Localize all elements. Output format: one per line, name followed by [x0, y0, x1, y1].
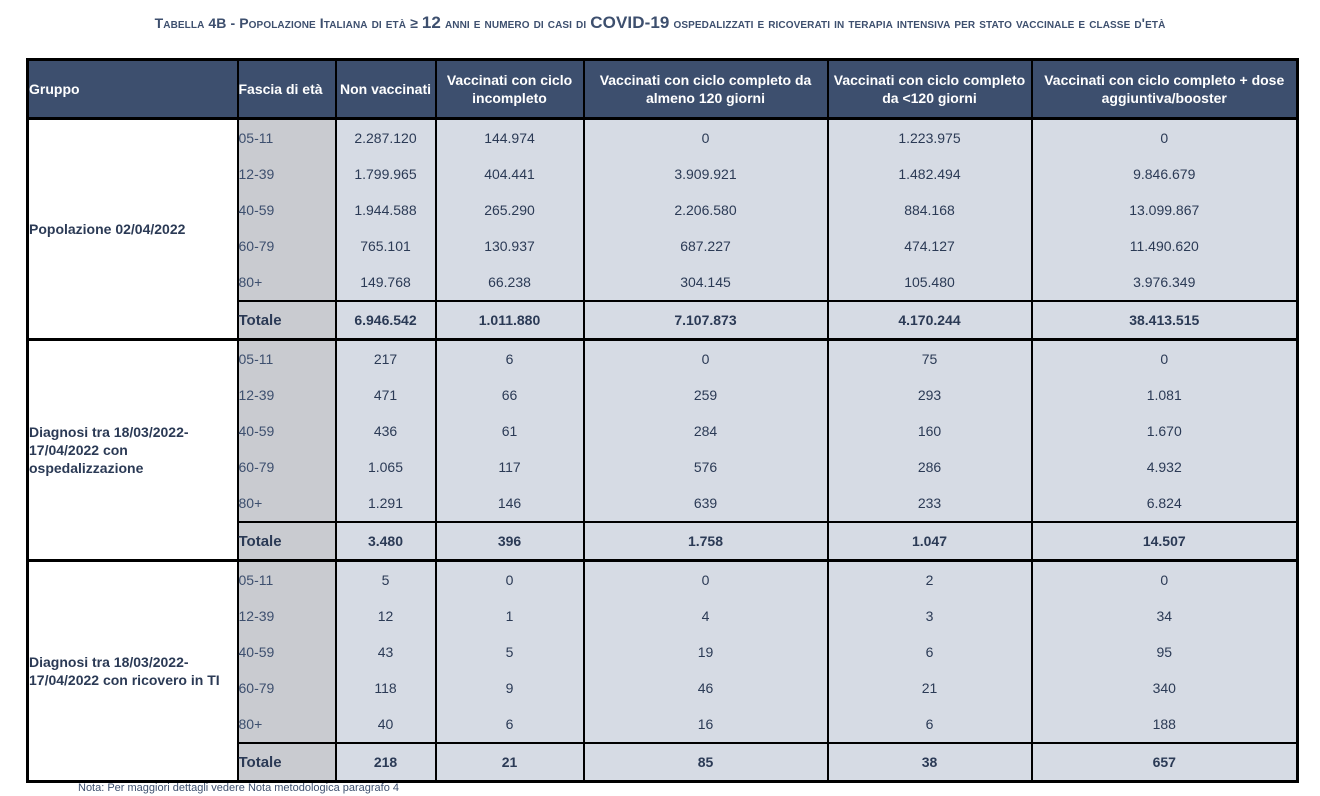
value-cell: 1.482.494: [828, 156, 1032, 192]
table-body: [28, 119, 1298, 782]
total-label: Totale: [238, 301, 336, 340]
table-row: [28, 340, 1298, 378]
age-range-cell: 40-59: [238, 413, 336, 449]
value-cell: 12: [336, 598, 436, 634]
total-value-cell: 6.946.542: [336, 301, 436, 340]
value-cell: 233: [828, 485, 1032, 522]
value-cell: 61: [436, 413, 584, 449]
value-cell: 6: [828, 706, 1032, 743]
header-completo-lt120: Vaccinati con ciclo completo da <120 giorni: [828, 60, 1032, 119]
value-cell: 66.238: [436, 264, 584, 301]
header-row: [28, 60, 1298, 119]
value-cell: 6.824: [1032, 485, 1298, 522]
value-cell: 146: [436, 485, 584, 522]
value-cell: 1: [436, 598, 584, 634]
age-range-cell: 60-79: [238, 670, 336, 706]
age-range-cell: 40-59: [238, 634, 336, 670]
value-cell: 639: [584, 485, 828, 522]
value-cell: 34: [1032, 598, 1298, 634]
data-table: [26, 58, 1299, 783]
value-cell: 6: [436, 706, 584, 743]
table-row: [28, 119, 1298, 157]
value-cell: 0: [436, 561, 584, 599]
value-cell: 149.768: [336, 264, 436, 301]
total-value-cell: 21: [436, 743, 584, 782]
age-range-cell: 60-79: [238, 449, 336, 485]
value-cell: 0: [1032, 561, 1298, 599]
value-cell: 1.670: [1032, 413, 1298, 449]
value-cell: 304.145: [584, 264, 828, 301]
age-range-cell: 40-59: [238, 192, 336, 228]
value-cell: 21: [828, 670, 1032, 706]
total-value-cell: 396: [436, 522, 584, 561]
value-cell: 259: [584, 377, 828, 413]
value-cell: 471: [336, 377, 436, 413]
value-cell: 9: [436, 670, 584, 706]
group-label: Popolazione 02/04/2022: [28, 119, 238, 340]
value-cell: 160: [828, 413, 1032, 449]
total-value-cell: 7.107.873: [584, 301, 828, 340]
header-booster: Vaccinati con ciclo completo + dose aggiuntiva/booster: [1032, 60, 1298, 119]
total-value-cell: 1.011.880: [436, 301, 584, 340]
header-non-vaccinati: Non vaccinati: [336, 60, 436, 119]
total-value-cell: 218: [336, 743, 436, 782]
value-cell: 130.937: [436, 228, 584, 264]
age-range-cell: 80+: [238, 485, 336, 522]
value-cell: 404.441: [436, 156, 584, 192]
value-cell: 19: [584, 634, 828, 670]
value-cell: 118: [336, 670, 436, 706]
value-cell: 188: [1032, 706, 1298, 743]
total-value-cell: 1.047: [828, 522, 1032, 561]
header-ciclo-incompleto: Vaccinati con ciclo incompleto: [436, 60, 584, 119]
age-range-cell: 05-11: [238, 119, 336, 157]
age-range-cell: 12-39: [238, 156, 336, 192]
total-value-cell: 3.480: [336, 522, 436, 561]
age-range-cell: 80+: [238, 264, 336, 301]
value-cell: 16: [584, 706, 828, 743]
value-cell: 286: [828, 449, 1032, 485]
value-cell: 576: [584, 449, 828, 485]
value-cell: 3: [828, 598, 1032, 634]
total-value-cell: 14.507: [1032, 522, 1298, 561]
value-cell: 1.291: [336, 485, 436, 522]
value-cell: 1.223.975: [828, 119, 1032, 157]
value-cell: 1.081: [1032, 377, 1298, 413]
value-cell: 40: [336, 706, 436, 743]
age-range-cell: 60-79: [238, 228, 336, 264]
value-cell: 13.099.867: [1032, 192, 1298, 228]
value-cell: 1.065: [336, 449, 436, 485]
total-value-cell: 657: [1032, 743, 1298, 782]
header-fascia: Fascia di età: [238, 60, 336, 119]
value-cell: 105.480: [828, 264, 1032, 301]
value-cell: 3.976.349: [1032, 264, 1298, 301]
value-cell: 11.490.620: [1032, 228, 1298, 264]
table-row: [28, 561, 1298, 599]
total-value-cell: 85: [584, 743, 828, 782]
value-cell: 6: [436, 340, 584, 378]
age-range-cell: 12-39: [238, 598, 336, 634]
age-range-cell: 12-39: [238, 377, 336, 413]
total-value-cell: 1.758: [584, 522, 828, 561]
value-cell: 117: [436, 449, 584, 485]
total-label: Totale: [238, 522, 336, 561]
value-cell: 3.909.921: [584, 156, 828, 192]
footnote: Nota: Per maggiori dettagli vedere Nota metodologica paragrafo 4: [78, 782, 400, 794]
value-cell: 0: [1032, 119, 1298, 157]
value-cell: 765.101: [336, 228, 436, 264]
group-label: Diagnosi tra 18/03/2022-17/04/2022 con ricovero in TI: [28, 561, 238, 782]
value-cell: 46: [584, 670, 828, 706]
value-cell: 95: [1032, 634, 1298, 670]
value-cell: 293: [828, 377, 1032, 413]
age-range-cell: 05-11: [238, 561, 336, 599]
group-label: Diagnosi tra 18/03/2022-17/04/2022 con ospedalizzazione: [28, 340, 238, 561]
value-cell: 284: [584, 413, 828, 449]
age-range-cell: 05-11: [238, 340, 336, 378]
value-cell: 6: [828, 634, 1032, 670]
value-cell: 0: [584, 119, 828, 157]
value-cell: 1.944.588: [336, 192, 436, 228]
value-cell: 43: [336, 634, 436, 670]
value-cell: 4.932: [1032, 449, 1298, 485]
header-completo-120: Vaccinati con ciclo completo da almeno 120 giorni: [584, 60, 828, 119]
value-cell: 217: [336, 340, 436, 378]
value-cell: 265.290: [436, 192, 584, 228]
value-cell: 436: [336, 413, 436, 449]
value-cell: 0: [584, 561, 828, 599]
total-value-cell: 38.413.515: [1032, 301, 1298, 340]
value-cell: 474.127: [828, 228, 1032, 264]
value-cell: 5: [336, 561, 436, 599]
value-cell: 340: [1032, 670, 1298, 706]
value-cell: 687.227: [584, 228, 828, 264]
total-label: Totale: [238, 743, 336, 782]
value-cell: 4: [584, 598, 828, 634]
total-value-cell: 4.170.244: [828, 301, 1032, 340]
value-cell: 144.974: [436, 119, 584, 157]
value-cell: 2.287.120: [336, 119, 436, 157]
value-cell: 1.799.965: [336, 156, 436, 192]
age-range-cell: 80+: [238, 706, 336, 743]
value-cell: 884.168: [828, 192, 1032, 228]
value-cell: 0: [1032, 340, 1298, 378]
table-title: Tabella 4B - Popolazione Italiana di età ≥ 12 anni e numero di casi di COVID-19 ospedalizzati e ricoverati in terapia intensiva per stato vaccinale e classe d'età: [154, 13, 1166, 32]
value-cell: 5: [436, 634, 584, 670]
value-cell: 66: [436, 377, 584, 413]
value-cell: 75: [828, 340, 1032, 378]
value-cell: 2: [828, 561, 1032, 599]
total-value-cell: 38: [828, 743, 1032, 782]
value-cell: 2.206.580: [584, 192, 828, 228]
header-gruppo: Gruppo: [28, 60, 238, 119]
value-cell: 0: [584, 340, 828, 378]
value-cell: 9.846.679: [1032, 156, 1298, 192]
